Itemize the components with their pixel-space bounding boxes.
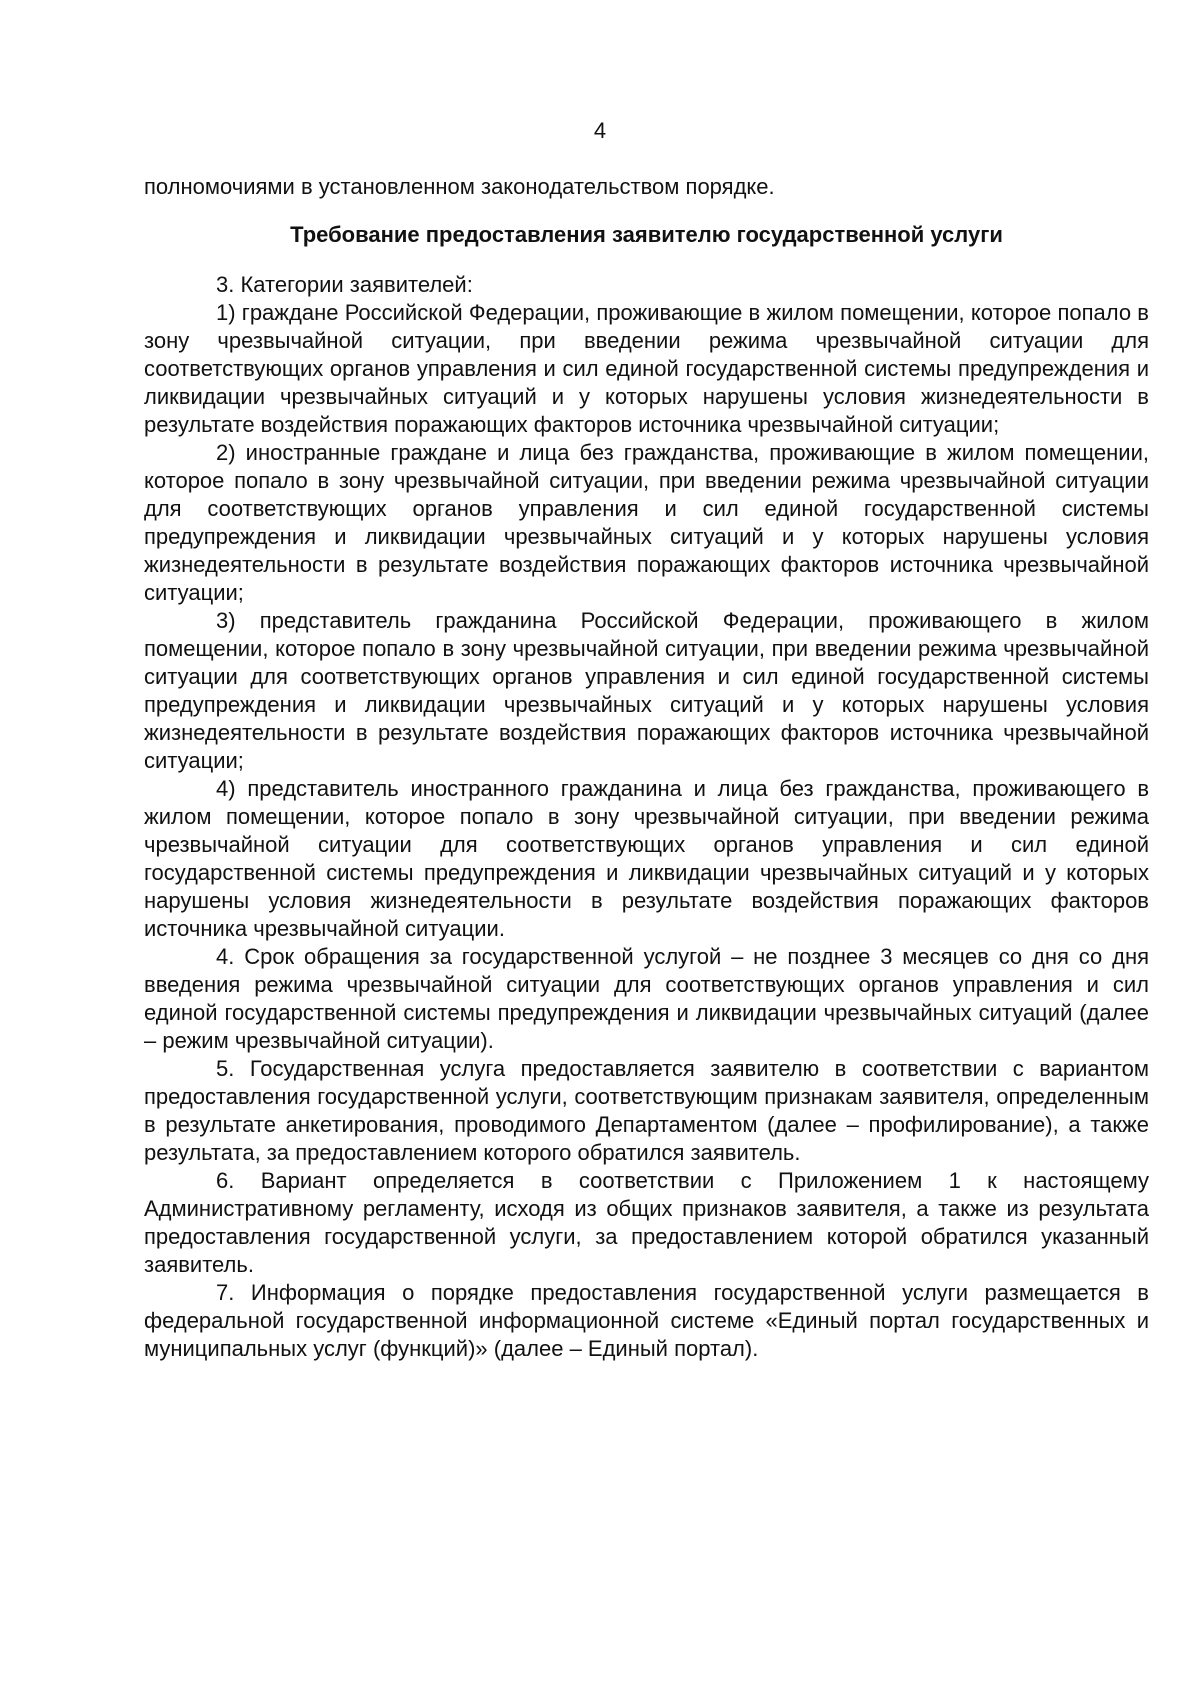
continuation-paragraph: полномочиями в установленном законодательством порядке. bbox=[144, 174, 775, 199]
document-body bbox=[144, 173, 1149, 1363]
paragraph-item-3: 3) представитель гражданина Российской Федерации, проживающего в жилом помещении, которое попало в зону чрезвычайной ситуации, при введении режима чрезвычайной ситуации для соответствующих органов управления и сил единой государственной системы предупреждения и ликвидации чрезвычайных ситуаций и у которых нарушены условия жизнедеятельности в результате воздействия поражающих факторов источника чрезвычайной ситуации; bbox=[144, 608, 1149, 773]
paragraph-information: 7. Информация о порядке предоставления государственной услуги размещается в федеральной государственной информационной системе «Единый портал государственных и муниципальных услуг (функций)» (далее – Единый портал). bbox=[144, 1280, 1149, 1361]
paragraph-deadline: 4. Срок обращения за государственной услугой – не позднее 3 месяцев со дня со дня введения режима чрезвычайной ситуации для соответствующих органов управления и сил единой государственной системы предупреждения и ликвидации чрезвычайных ситуаций (далее – режим чрезвычайной ситуации). bbox=[144, 944, 1149, 1053]
section-title: Требование предоставления заявителю государственной услуги bbox=[290, 222, 1003, 247]
paragraph-item-2: 2) иностранные граждане и лица без гражданства, проживающие в жилом помещении, которое попало в зону чрезвычайной ситуации, при введении режима чрезвычайной ситуации для соответствующих органов управления и сил единой государственной системы предупреждения и ликвидации чрезвычайных ситуаций и у которых нарушены условия жизнедеятельности в результате воздействия поражающих факторов источника чрезвычайной ситуации; bbox=[144, 440, 1149, 605]
page-number: 4 bbox=[593, 118, 607, 143]
paragraph-item-4: 4) представитель иностранного гражданина и лица без гражданства, проживающего в жилом помещении, которое попало в зону чрезвычайной ситуации, при введении режима чрезвычайной ситуации для соответствующих органов управления и сил единой государственной системы предупреждения и ликвидации чрезвычайных ситуаций и у которых нарушены условия жизнедеятельности в результате воздействия поражающих факторов источника чрезвычайной ситуации. bbox=[144, 776, 1149, 941]
paragraph-service-variant: 5. Государственная услуга предоставляется заявителю в соответствии с вариантом предоставления государственной услуги, соответствующим признакам заявителя, определенным в результате анкетирования, проводимого Департаментом (далее – профилирование), а также результата, за предоставлением которого обратился заявитель. bbox=[144, 1056, 1149, 1165]
paragraph-variant-determination: 6. Вариант определяется в соответствии с Приложением 1 к настоящему Административному регламенту, исходя из общих признаков заявителя, а также из результата предоставления государственной услуги, за предоставлением которой обратился указанный заявитель. bbox=[144, 1168, 1149, 1277]
paragraph-item-1: 1) граждане Российской Федерации, проживающие в жилом помещении, которое попало в зону чрезвычайной ситуации, при введении режима чрезвычайной ситуации для соответствующих органов управления и сил единой государственной системы предупреждения и ликвидации чрезвычайных ситуаций и у которых нарушены условия жизнедеятельности в результате воздействия поражающих факторов источника чрезвычайной ситуации; bbox=[144, 300, 1149, 437]
paragraph-applicant-categories: 3. Категории заявителей: bbox=[216, 272, 473, 297]
